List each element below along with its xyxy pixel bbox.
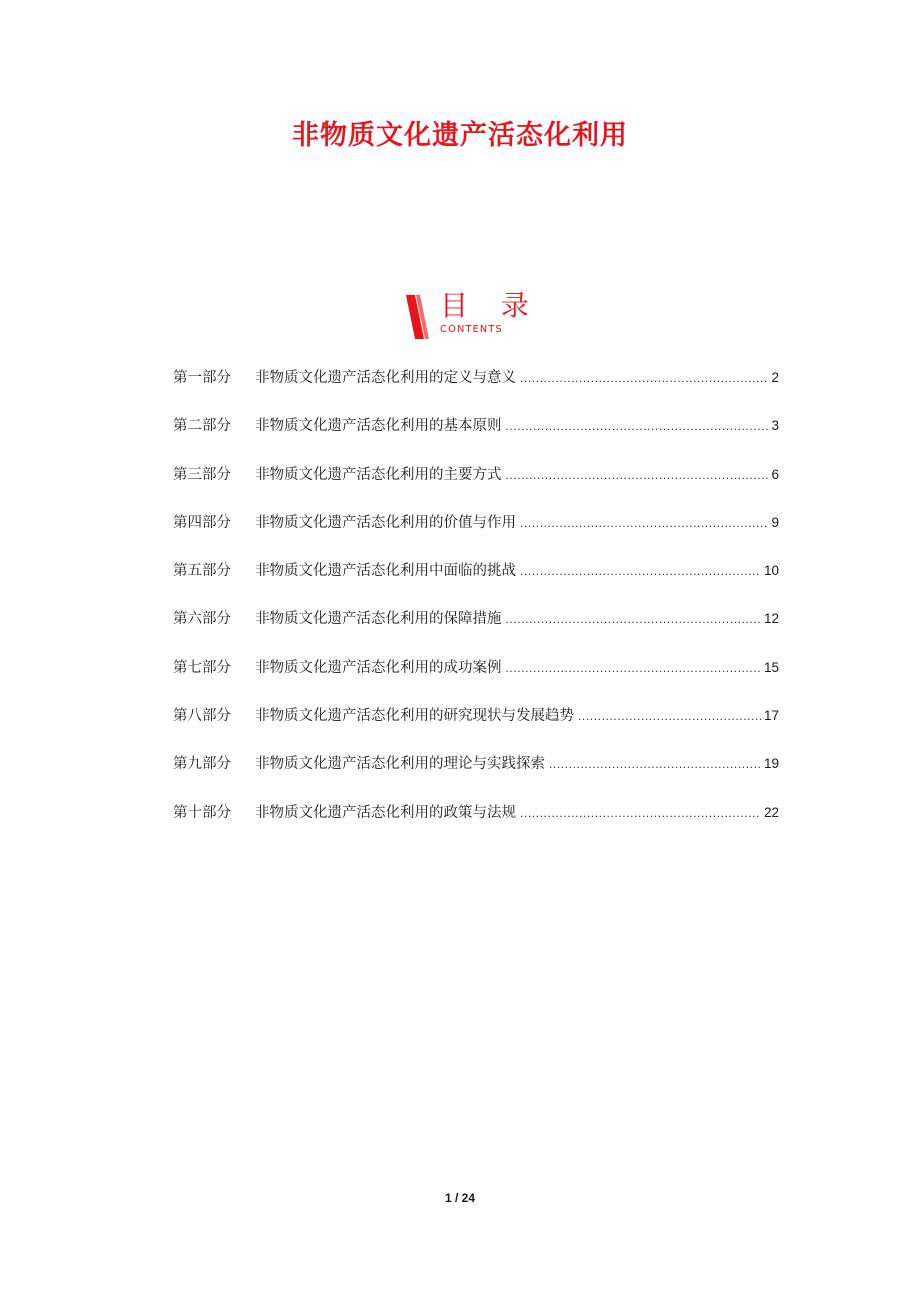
toc-entry[interactable] bbox=[173, 704, 779, 752]
toc-page-number: 17 bbox=[763, 708, 779, 724]
toc-dot-leader bbox=[506, 414, 769, 438]
toc-part-label: 第十部分 bbox=[173, 804, 231, 821]
toc-entry-title: 非物质文化遗产活态化利用的主要方式 bbox=[255, 466, 502, 483]
toc-entry-title: 非物质文化遗产活态化利用的价值与作用 bbox=[255, 514, 516, 531]
toc-dot-leader bbox=[506, 607, 761, 631]
toc-page-number: 3 bbox=[771, 418, 779, 434]
toc-dot-leader bbox=[549, 752, 761, 776]
toc-header bbox=[404, 289, 541, 341]
toc-dot-leader bbox=[520, 366, 768, 390]
toc-entry[interactable] bbox=[173, 801, 779, 849]
toc-part-label: 第六部分 bbox=[173, 611, 231, 628]
toc-entry-title: 非物质文化遗产活态化利用的保障措施 bbox=[255, 611, 502, 628]
toc-entry-title: 非物质文化遗产活态化利用的研究现状与发展趋势 bbox=[255, 708, 574, 725]
toc-part-label: 第四部分 bbox=[173, 514, 231, 531]
toc-entry[interactable] bbox=[173, 511, 779, 559]
toc-dot-leader bbox=[520, 511, 768, 535]
toc-entry-title: 非物质文化遗产活态化利用的理论与实践探索 bbox=[255, 756, 545, 773]
toc-dot-leader bbox=[506, 656, 761, 680]
toc-page-number: 6 bbox=[771, 466, 779, 482]
toc-entry[interactable] bbox=[173, 559, 779, 607]
toc-part-label: 第二部分 bbox=[173, 418, 231, 435]
toc-list bbox=[173, 366, 779, 849]
toc-part-label: 第五部分 bbox=[173, 563, 231, 580]
toc-page-number: 9 bbox=[771, 514, 779, 530]
toc-page-number: 22 bbox=[763, 804, 779, 820]
toc-entry-title: 非物质文化遗产活态化利用的政策与法规 bbox=[255, 804, 516, 821]
toc-entry[interactable] bbox=[173, 366, 779, 414]
toc-entry-title: 非物质文化遗产活态化利用的成功案例 bbox=[255, 659, 502, 676]
toc-dot-leader bbox=[520, 801, 761, 825]
toc-part-label: 第九部分 bbox=[173, 756, 231, 773]
toc-entry-title: 非物质文化遗产活态化利用中面临的挑战 bbox=[255, 563, 516, 580]
toc-dot-leader bbox=[578, 704, 761, 728]
toc-part-label: 第三部分 bbox=[173, 466, 231, 483]
document-title: 非物质文化遗产活态化利用 bbox=[292, 120, 628, 151]
toc-part-label: 第一部分 bbox=[173, 370, 231, 386]
toc-entry-title: 非物质文化遗产活态化利用的定义与意义 bbox=[255, 370, 516, 386]
toc-subheading: CONTENTS bbox=[440, 324, 503, 335]
toc-page-number: 19 bbox=[763, 756, 779, 772]
toc-entry[interactable] bbox=[173, 656, 779, 704]
page-number-footer: 1 / 24 bbox=[444, 1191, 476, 1205]
toc-dot-leader bbox=[506, 463, 769, 487]
toc-page-number: 12 bbox=[763, 611, 779, 627]
toc-entry-title: 非物质文化遗产活态化利用的基本原则 bbox=[255, 418, 502, 435]
toc-entry[interactable] bbox=[173, 414, 779, 462]
toc-heading: 目 录 bbox=[440, 289, 541, 322]
toc-page-number: 15 bbox=[763, 659, 779, 675]
toc-entry[interactable] bbox=[173, 463, 779, 511]
contents-emblem-icon bbox=[404, 295, 434, 339]
toc-page-number: 2 bbox=[771, 370, 779, 385]
toc-dot-leader bbox=[520, 559, 761, 583]
toc-part-label: 第八部分 bbox=[173, 708, 231, 725]
toc-entry[interactable] bbox=[173, 752, 779, 800]
toc-page-number: 10 bbox=[763, 563, 779, 579]
toc-entry[interactable] bbox=[173, 607, 779, 655]
toc-part-label: 第七部分 bbox=[173, 659, 231, 676]
